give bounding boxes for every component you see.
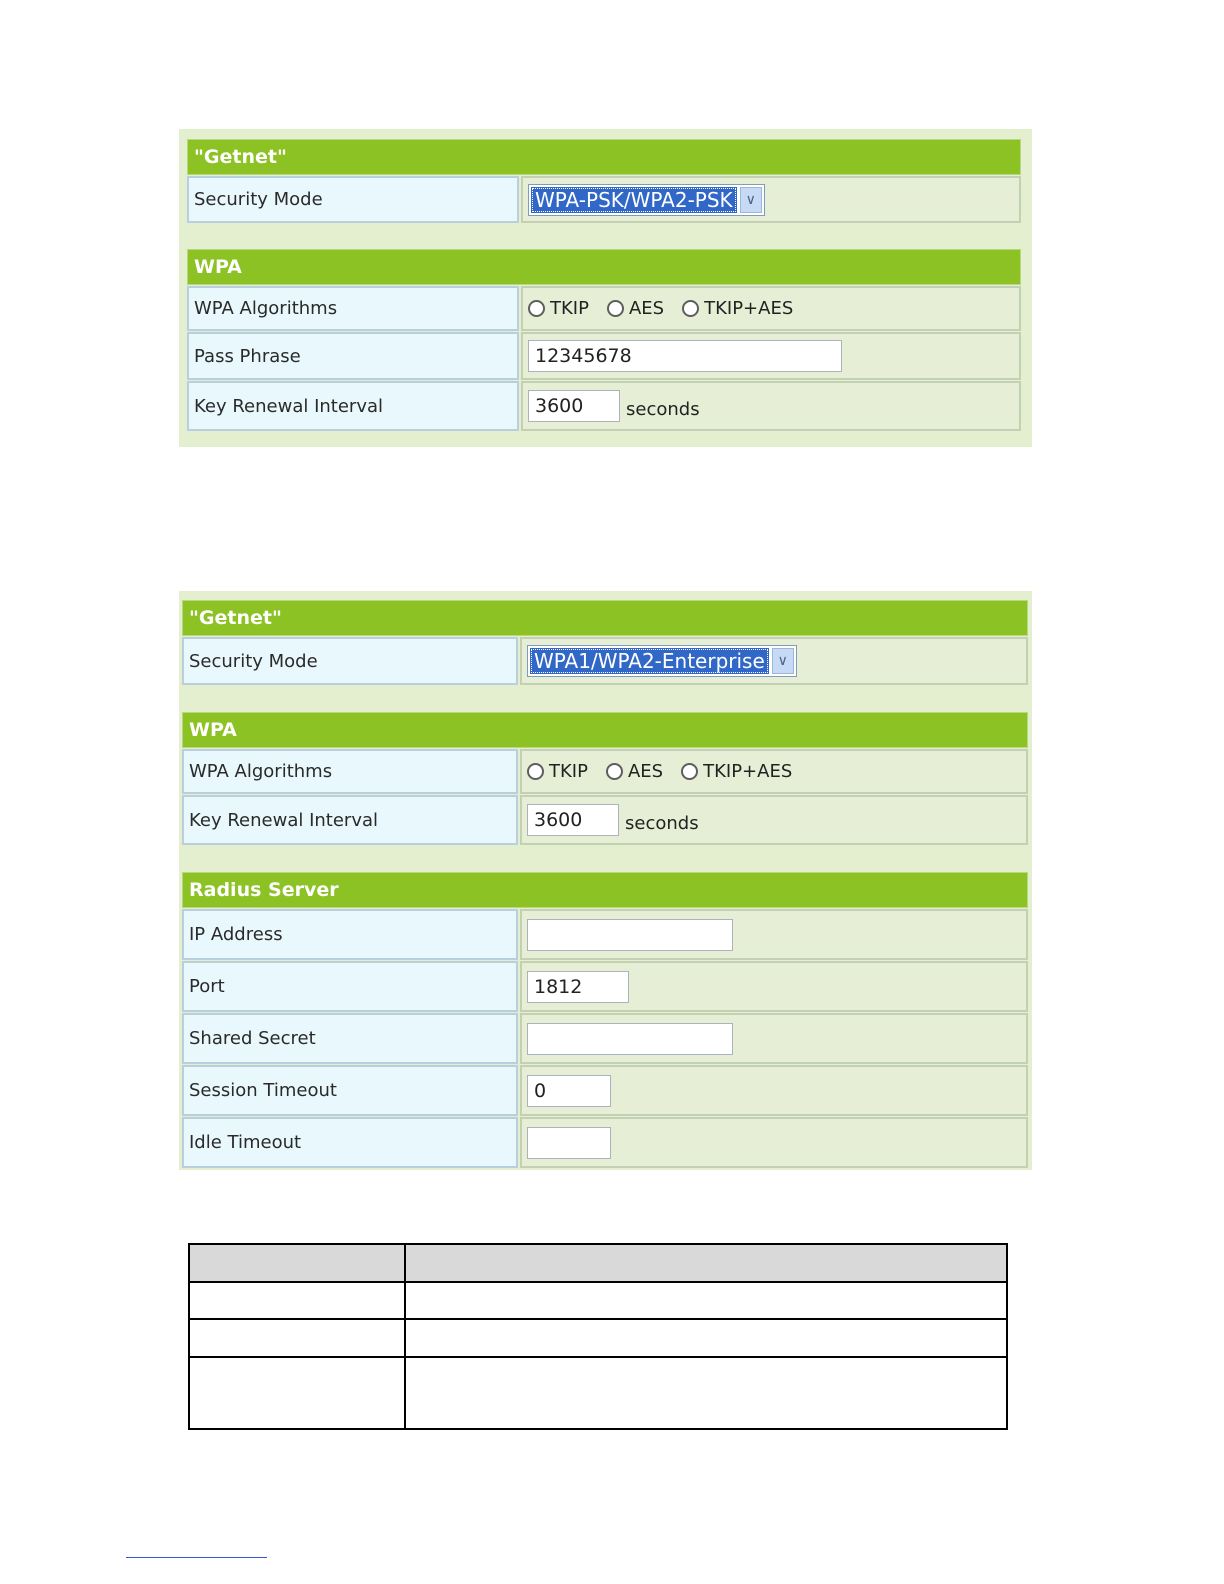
port-cell: [520, 961, 1028, 1012]
table-row: [189, 1319, 1007, 1357]
radio-tkip[interactable]: [527, 761, 588, 782]
shared-secret-input[interactable]: [527, 1023, 733, 1055]
key-renewal-unit: seconds: [625, 812, 699, 834]
radio-icon[interactable]: [607, 300, 624, 317]
table-row: [189, 1282, 1007, 1319]
pass-phrase-cell: [521, 332, 1021, 380]
key-renewal-row: [182, 795, 1028, 845]
ip-address-cell: [520, 909, 1028, 960]
table-header-cell: [405, 1244, 1007, 1282]
radio-tkip-label: TKIP: [550, 298, 589, 319]
security-mode-selected: WPA1/WPA2-Enterprise: [530, 648, 769, 674]
security-mode-cell: [520, 637, 1028, 685]
session-timeout-cell: [520, 1065, 1028, 1116]
key-renewal-row: [187, 381, 1021, 431]
radio-tkip[interactable]: [528, 298, 589, 319]
key-renewal-cell: [520, 795, 1028, 845]
pass-phrase-label: Pass Phrase: [187, 332, 519, 380]
security-mode-label: Security Mode: [182, 637, 518, 685]
key-renewal-unit: seconds: [626, 398, 700, 420]
chevron-down-icon[interactable]: ∨: [772, 648, 794, 674]
wpa-algorithms-label: WPA Algorithms: [187, 286, 519, 331]
table-cell: [405, 1357, 1007, 1429]
radio-icon[interactable]: [681, 763, 698, 780]
radio-aes[interactable]: [606, 761, 663, 782]
session-timeout-input[interactable]: 0: [527, 1075, 611, 1107]
ip-address-input[interactable]: [527, 919, 733, 951]
wpa-section-header: WPA: [187, 249, 1021, 285]
wpa-psk-settings-panel: [179, 129, 1032, 447]
table-cell: [189, 1319, 405, 1357]
security-mode-selected: WPA-PSK/WPA2-PSK: [531, 187, 737, 213]
security-mode-row: [187, 176, 1021, 223]
key-renewal-label: Key Renewal Interval: [187, 381, 519, 431]
shared-secret-row: [182, 1013, 1028, 1064]
port-input[interactable]: 1812: [527, 971, 629, 1003]
wpa-algorithms-cell: [521, 286, 1021, 331]
radio-icon[interactable]: [528, 300, 545, 317]
radio-aes-label: AES: [627, 761, 664, 782]
idle-timeout-row: [182, 1117, 1028, 1168]
shared-secret-cell: [520, 1013, 1028, 1064]
table-cell: [405, 1282, 1007, 1319]
radio-tkip-aes-label: TKIP+AES: [703, 761, 793, 782]
panel-title: "Getnet": [187, 139, 1021, 175]
security-mode-cell: [521, 176, 1021, 223]
key-renewal-input[interactable]: 3600: [528, 390, 620, 422]
radio-icon[interactable]: [606, 763, 623, 780]
radio-icon[interactable]: [527, 763, 544, 780]
security-mode-row: [182, 637, 1028, 685]
idle-timeout-input[interactable]: [527, 1127, 611, 1159]
wpa-section-header: WPA: [182, 712, 1028, 748]
idle-timeout-label: Idle Timeout: [182, 1117, 518, 1168]
radio-aes[interactable]: [607, 298, 664, 319]
shared-secret-label: Shared Secret: [182, 1013, 518, 1064]
wpa-enterprise-settings-panel: [179, 591, 1032, 1170]
table-header-row: [189, 1244, 1007, 1282]
radio-aes-label: AES: [628, 298, 665, 319]
radio-tkip-aes[interactable]: [682, 298, 793, 319]
ip-address-label: IP Address: [182, 909, 518, 960]
wpa-algorithms-row: [182, 749, 1028, 794]
pass-phrase-row: [187, 332, 1021, 380]
table-cell: [189, 1282, 405, 1319]
key-renewal-cell: [521, 381, 1021, 431]
session-timeout-row: [182, 1065, 1028, 1116]
port-label: Port: [182, 961, 518, 1012]
wpa-algorithms-label: WPA Algorithms: [182, 749, 518, 794]
radio-tkip-label: TKIP: [549, 761, 588, 782]
table-cell: [405, 1319, 1007, 1357]
radio-tkip-aes[interactable]: [681, 761, 792, 782]
security-mode-select[interactable]: [528, 184, 765, 216]
radius-section-header: Radius Server: [182, 872, 1028, 908]
security-mode-select[interactable]: [527, 645, 797, 677]
parameter-table: [188, 1243, 1008, 1430]
key-renewal-input[interactable]: 3600: [527, 804, 619, 836]
port-row: [182, 961, 1028, 1012]
panel-title: "Getnet": [182, 600, 1028, 636]
pass-phrase-input[interactable]: 12345678: [528, 340, 842, 372]
table-cell: [189, 1357, 405, 1429]
security-mode-label: Security Mode: [187, 176, 519, 223]
key-renewal-label: Key Renewal Interval: [182, 795, 518, 845]
chevron-down-icon[interactable]: ∨: [740, 187, 762, 213]
radio-tkip-aes-label: TKIP+AES: [704, 298, 794, 319]
session-timeout-label: Session Timeout: [182, 1065, 518, 1116]
wpa-algorithms-cell: [520, 749, 1028, 794]
ip-address-row: [182, 909, 1028, 960]
table-header-cell: [189, 1244, 405, 1282]
footnote-separator: [126, 1557, 267, 1558]
table-row: [189, 1357, 1007, 1429]
wpa-algorithms-row: [187, 286, 1021, 331]
radio-icon[interactable]: [682, 300, 699, 317]
idle-timeout-cell: [520, 1117, 1028, 1168]
